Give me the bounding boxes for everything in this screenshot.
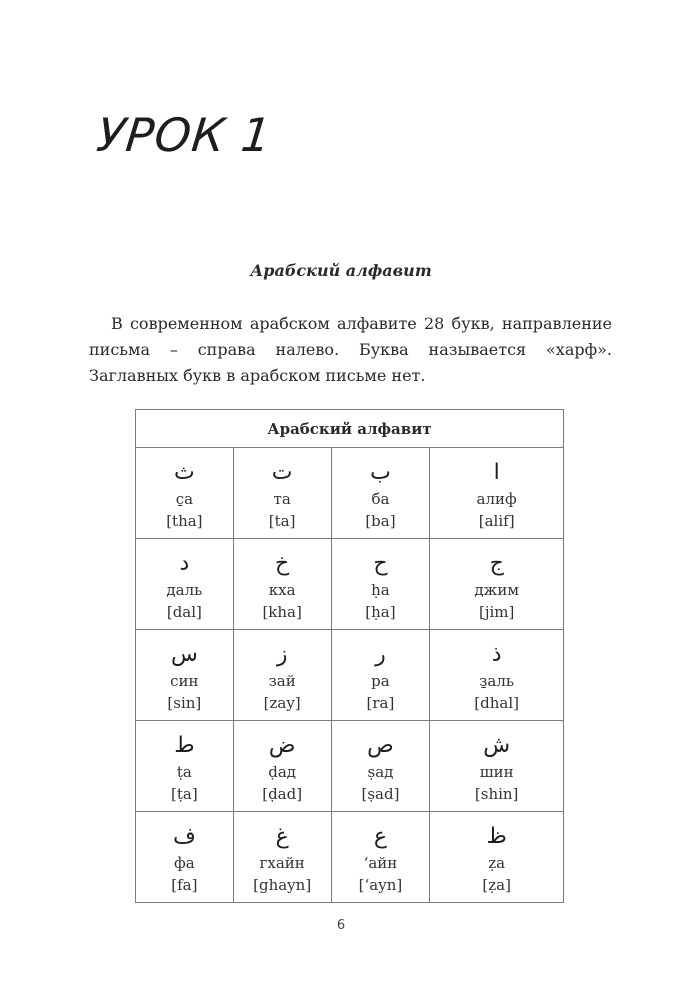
letter-transliteration: [jim] bbox=[478, 603, 515, 621]
letter-cell bbox=[233, 812, 331, 903]
arabic-letter: ج bbox=[489, 551, 504, 576]
letter-name: та bbox=[273, 490, 291, 508]
intro-paragraph bbox=[89, 311, 612, 389]
letter-transliteration: [ṭa] bbox=[171, 785, 198, 803]
letter-name: шин bbox=[479, 763, 514, 781]
letter-name: ṣад bbox=[367, 763, 394, 781]
arabic-letter: ط bbox=[174, 733, 195, 758]
section-title: Арабский алфавит bbox=[250, 261, 432, 280]
arabic-letter: ش bbox=[483, 733, 511, 758]
arabic-letter: س bbox=[170, 642, 198, 667]
letter-name: зай bbox=[268, 672, 296, 690]
intro-text: В современном арабском алфавите 28 букв, направление письма – справа налево. Буква называется «харф». Заглавных букв в арабском письме нет. bbox=[89, 314, 612, 385]
letter-cell bbox=[331, 812, 430, 903]
letter-name: ḍад bbox=[268, 763, 297, 781]
letter-name: алиф bbox=[476, 490, 517, 508]
letter-name: кха bbox=[268, 581, 296, 599]
letter-transliteration: [fa] bbox=[171, 876, 198, 894]
letter-transliteration: [dal] bbox=[166, 603, 202, 621]
letter-name: ра bbox=[371, 672, 390, 690]
arabic-letter: ر bbox=[375, 642, 386, 667]
letter-transliteration: [ẓa] bbox=[482, 876, 511, 894]
letter-name: ṭа bbox=[176, 763, 192, 781]
letter-name: гхайн bbox=[259, 854, 305, 872]
letter-cell bbox=[430, 812, 564, 903]
letter-name: фа bbox=[174, 854, 195, 872]
table-row bbox=[136, 812, 564, 903]
letter-transliteration: [tha] bbox=[166, 512, 203, 530]
arabic-letter: خ bbox=[275, 551, 290, 576]
letter-cell bbox=[136, 812, 234, 903]
letter-name: ба bbox=[371, 490, 390, 508]
letter-cell bbox=[136, 721, 234, 812]
arabic-letter: ص bbox=[367, 733, 394, 758]
arabic-letter: ب bbox=[370, 460, 391, 485]
table-row bbox=[136, 448, 564, 539]
arabic-letter: ض bbox=[268, 733, 296, 758]
arabic-letter: ث bbox=[174, 460, 195, 485]
letter-name: з̱аль bbox=[479, 672, 515, 690]
letter-transliteration: [ba] bbox=[365, 512, 396, 530]
letter-transliteration: [sin] bbox=[167, 694, 202, 712]
letter-cell bbox=[331, 539, 430, 630]
letter-cell bbox=[233, 539, 331, 630]
letter-transliteration: [zay] bbox=[263, 694, 301, 712]
letter-name: син bbox=[170, 672, 199, 690]
letter-name: c̱а bbox=[175, 490, 194, 508]
table-header: Арабский алфавит bbox=[136, 410, 564, 448]
letter-name: ḥа bbox=[371, 581, 390, 599]
letter-cell bbox=[136, 448, 234, 539]
arabic-letter: ظ bbox=[486, 824, 507, 849]
table-row bbox=[136, 539, 564, 630]
letter-cell bbox=[331, 630, 430, 721]
letter-cell bbox=[430, 630, 564, 721]
letter-transliteration: [ṣad] bbox=[361, 785, 400, 803]
alphabet-table bbox=[135, 409, 564, 903]
letter-transliteration: [ḥa] bbox=[365, 603, 396, 621]
letter-cell bbox=[233, 630, 331, 721]
letter-transliteration: [kha] bbox=[262, 603, 302, 621]
letter-name: даль bbox=[166, 581, 203, 599]
arabic-letter: ذ bbox=[491, 642, 502, 667]
letter-cell bbox=[136, 539, 234, 630]
letter-transliteration: [shin] bbox=[474, 785, 519, 803]
letter-transliteration: [ra] bbox=[366, 694, 395, 712]
table-row bbox=[136, 630, 564, 721]
arabic-letter: ح bbox=[373, 551, 388, 576]
letter-cell bbox=[233, 721, 331, 812]
letter-name: ẓа bbox=[488, 854, 506, 872]
letter-transliteration: [dhal] bbox=[474, 694, 520, 712]
arabic-letter: ز bbox=[276, 642, 288, 667]
letter-cell bbox=[331, 448, 430, 539]
letter-transliteration: [alif] bbox=[478, 512, 515, 530]
arabic-letter: ع bbox=[373, 824, 388, 849]
arabic-letter: ا bbox=[493, 460, 500, 485]
lesson-title: УРОК 1 bbox=[94, 108, 275, 162]
letter-name: ʻайн bbox=[363, 854, 398, 872]
letter-transliteration: [ʻayn] bbox=[358, 876, 403, 894]
table-row bbox=[136, 721, 564, 812]
letter-transliteration: [ḍad] bbox=[262, 785, 303, 803]
letter-cell bbox=[233, 448, 331, 539]
letter-cell bbox=[430, 721, 564, 812]
letter-transliteration: [ghayn] bbox=[253, 876, 312, 894]
letter-cell bbox=[331, 721, 430, 812]
arabic-letter: ت bbox=[271, 460, 293, 485]
letter-cell bbox=[430, 448, 564, 539]
arabic-letter: غ bbox=[275, 824, 289, 849]
letter-cell bbox=[136, 630, 234, 721]
letter-name: джим bbox=[474, 581, 520, 599]
arabic-letter: ف bbox=[172, 824, 196, 849]
letter-transliteration: [ta] bbox=[268, 512, 296, 530]
arabic-letter: د bbox=[179, 551, 190, 576]
letter-cell bbox=[430, 539, 564, 630]
page-number: 6 bbox=[336, 918, 346, 933]
